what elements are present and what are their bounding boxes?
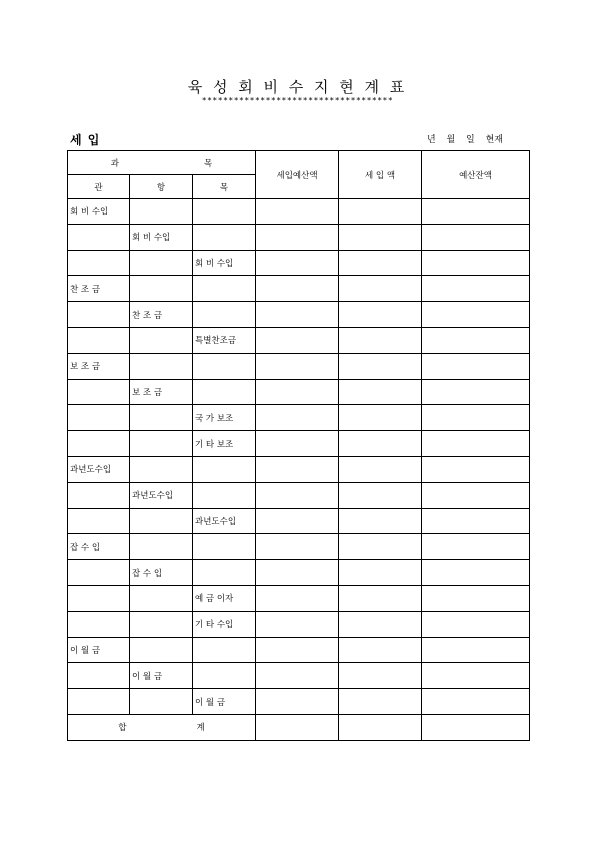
table-row	[68, 379, 530, 405]
page-title: 육 성 회 비 수 지 현 계 표	[187, 78, 408, 96]
gwan-cell	[68, 302, 130, 328]
table-row	[68, 250, 530, 276]
subject-header	[68, 151, 256, 175]
mok-cell	[193, 353, 256, 379]
budget-cell[interactable]	[256, 663, 339, 689]
income-cell[interactable]	[339, 250, 422, 276]
income-cell[interactable]	[339, 405, 422, 431]
gwan-cell	[68, 560, 130, 586]
balance-cell[interactable]	[422, 431, 530, 457]
table-row	[68, 224, 530, 250]
hang-cell: 과년도수입	[130, 482, 193, 508]
table-row	[68, 663, 530, 689]
mok-cell: 특별찬조금	[193, 327, 256, 353]
mok-cell: 기 타 수입	[193, 611, 256, 637]
balance-header: 예산잔액	[422, 151, 530, 199]
table-row	[68, 327, 530, 353]
balance-cell[interactable]	[422, 327, 530, 353]
title-underline: ************************************	[201, 96, 394, 105]
table-row	[68, 276, 530, 302]
hang-cell	[130, 405, 193, 431]
table-row	[68, 353, 530, 379]
income-cell[interactable]	[339, 224, 422, 250]
hang-cell: 회 비 수입	[130, 224, 193, 250]
hang-cell	[130, 431, 193, 457]
balance-cell[interactable]	[422, 405, 530, 431]
hang-cell	[130, 611, 193, 637]
total-income-cell[interactable]	[339, 714, 422, 740]
balance-cell[interactable]	[422, 611, 530, 637]
total-budget-cell[interactable]	[256, 714, 339, 740]
budget-cell[interactable]	[256, 353, 339, 379]
subject-header-right: 목	[204, 158, 213, 169]
hang-cell: 보 조 금	[130, 379, 193, 405]
mok-cell: 이 월 금	[193, 689, 256, 715]
mok-cell: 기 타 보조	[193, 431, 256, 457]
section-label: 세 입	[70, 133, 101, 147]
table-row	[68, 482, 530, 508]
balance-cell[interactable]	[422, 482, 530, 508]
balance-cell[interactable]	[422, 224, 530, 250]
total-balance-cell[interactable]	[422, 714, 530, 740]
budget-cell[interactable]	[256, 224, 339, 250]
table-row	[68, 689, 530, 715]
budget-cell[interactable]	[256, 534, 339, 560]
mok-header: 목	[193, 175, 256, 199]
income-cell[interactable]	[339, 611, 422, 637]
balance-cell[interactable]	[422, 199, 530, 225]
budget-cell[interactable]	[256, 482, 339, 508]
income-cell[interactable]	[339, 508, 422, 534]
income-cell[interactable]	[339, 456, 422, 482]
budget-cell[interactable]	[256, 379, 339, 405]
hang-cell	[130, 508, 193, 534]
gwan-cell	[68, 482, 130, 508]
income-cell[interactable]	[339, 534, 422, 560]
hang-cell	[130, 276, 193, 302]
total-label	[68, 714, 256, 740]
budget-cell[interactable]	[256, 276, 339, 302]
income-cell[interactable]	[339, 431, 422, 457]
hang-cell	[130, 637, 193, 663]
income-cell[interactable]	[339, 637, 422, 663]
table-row	[68, 302, 530, 328]
table-row	[68, 585, 530, 611]
budget-cell[interactable]	[256, 611, 339, 637]
gwan-header: 관	[68, 175, 130, 199]
mok-cell	[193, 199, 256, 225]
gwan-cell	[68, 431, 130, 457]
balance-cell[interactable]	[422, 637, 530, 663]
hang-cell: 이 월 금	[130, 663, 193, 689]
hang-header: 항	[130, 175, 193, 199]
mok-cell	[193, 637, 256, 663]
mok-cell	[193, 224, 256, 250]
hang-cell	[130, 250, 193, 276]
budget-cell[interactable]	[256, 250, 339, 276]
income-cell[interactable]	[339, 302, 422, 328]
budget-header: 세입예산액	[256, 151, 339, 199]
gwan-cell	[68, 663, 130, 689]
income-cell[interactable]	[339, 689, 422, 715]
budget-cell[interactable]	[256, 327, 339, 353]
budget-cell[interactable]	[256, 431, 339, 457]
balance-cell[interactable]	[422, 689, 530, 715]
table-row	[68, 611, 530, 637]
budget-cell[interactable]	[256, 302, 339, 328]
total-label-right: 계	[196, 723, 205, 734]
gwan-cell: 회 비 수입	[68, 199, 130, 225]
subject-header-left: 과	[110, 158, 120, 169]
income-cell[interactable]	[339, 353, 422, 379]
balance-cell[interactable]	[422, 456, 530, 482]
as-of-date: 년 월 일 현재	[426, 135, 503, 145]
mok-cell	[193, 456, 256, 482]
header-row-1	[68, 151, 530, 175]
mok-cell: 예 금 이자	[193, 585, 256, 611]
table-row	[68, 534, 530, 560]
budget-cell[interactable]	[256, 199, 339, 225]
gwan-cell: 이 월 금	[68, 637, 130, 663]
gwan-cell	[68, 585, 130, 611]
hang-cell	[130, 353, 193, 379]
mok-cell	[193, 534, 256, 560]
balance-cell[interactable]	[422, 663, 530, 689]
balance-cell[interactable]	[422, 379, 530, 405]
income-header: 세 입 액	[339, 151, 422, 199]
budget-cell[interactable]	[256, 637, 339, 663]
budget-cell[interactable]	[256, 689, 339, 715]
income-cell[interactable]	[339, 327, 422, 353]
hang-cell	[130, 585, 193, 611]
budget-cell[interactable]	[256, 508, 339, 534]
gwan-cell	[68, 611, 130, 637]
hang-cell	[130, 534, 193, 560]
income-cell[interactable]	[339, 199, 422, 225]
income-cell[interactable]	[339, 560, 422, 586]
mok-cell: 국 가 보조	[193, 405, 256, 431]
mok-cell: 과년도수입	[193, 508, 256, 534]
income-cell[interactable]	[339, 379, 422, 405]
balance-cell[interactable]	[422, 534, 530, 560]
balance-cell[interactable]	[422, 302, 530, 328]
mok-cell	[193, 663, 256, 689]
balance-cell[interactable]	[422, 276, 530, 302]
hang-cell: 찬 조 금	[130, 302, 193, 328]
mok-cell	[193, 482, 256, 508]
total-row	[68, 714, 530, 740]
gwan-cell: 찬 조 금	[68, 276, 130, 302]
income-cell[interactable]	[339, 482, 422, 508]
budget-cell[interactable]	[256, 456, 339, 482]
balance-cell[interactable]	[422, 560, 530, 586]
income-cell[interactable]	[339, 585, 422, 611]
income-cell[interactable]	[339, 276, 422, 302]
table-row	[68, 199, 530, 225]
gwan-cell	[68, 508, 130, 534]
table-row	[68, 560, 530, 586]
income-cell[interactable]	[339, 663, 422, 689]
hang-cell	[130, 689, 193, 715]
ledger-table	[67, 150, 530, 741]
balance-cell[interactable]	[422, 250, 530, 276]
table-row	[68, 637, 530, 663]
gwan-cell: 잡 수 입	[68, 534, 130, 560]
mok-cell	[193, 276, 256, 302]
total-label-left: 합	[118, 723, 127, 734]
budget-cell[interactable]	[256, 585, 339, 611]
table-row	[68, 456, 530, 482]
gwan-cell	[68, 379, 130, 405]
gwan-cell	[68, 224, 130, 250]
mok-cell	[193, 560, 256, 586]
mok-cell	[193, 302, 256, 328]
gwan-cell: 과년도수입	[68, 456, 130, 482]
gwan-cell: 보 조 금	[68, 353, 130, 379]
gwan-cell	[68, 405, 130, 431]
hang-cell	[130, 199, 193, 225]
balance-cell[interactable]	[422, 508, 530, 534]
gwan-cell	[68, 250, 130, 276]
table-row	[68, 405, 530, 431]
balance-cell[interactable]	[422, 353, 530, 379]
gwan-cell	[68, 689, 130, 715]
table-row	[68, 431, 530, 457]
mok-cell	[193, 379, 256, 405]
budget-cell[interactable]	[256, 560, 339, 586]
budget-cell[interactable]	[256, 405, 339, 431]
mok-cell: 회 비 수입	[193, 250, 256, 276]
table-row	[68, 508, 530, 534]
balance-cell[interactable]	[422, 585, 530, 611]
gwan-cell	[68, 327, 130, 353]
hang-cell	[130, 327, 193, 353]
hang-cell	[130, 456, 193, 482]
hang-cell: 잡 수 입	[130, 560, 193, 586]
